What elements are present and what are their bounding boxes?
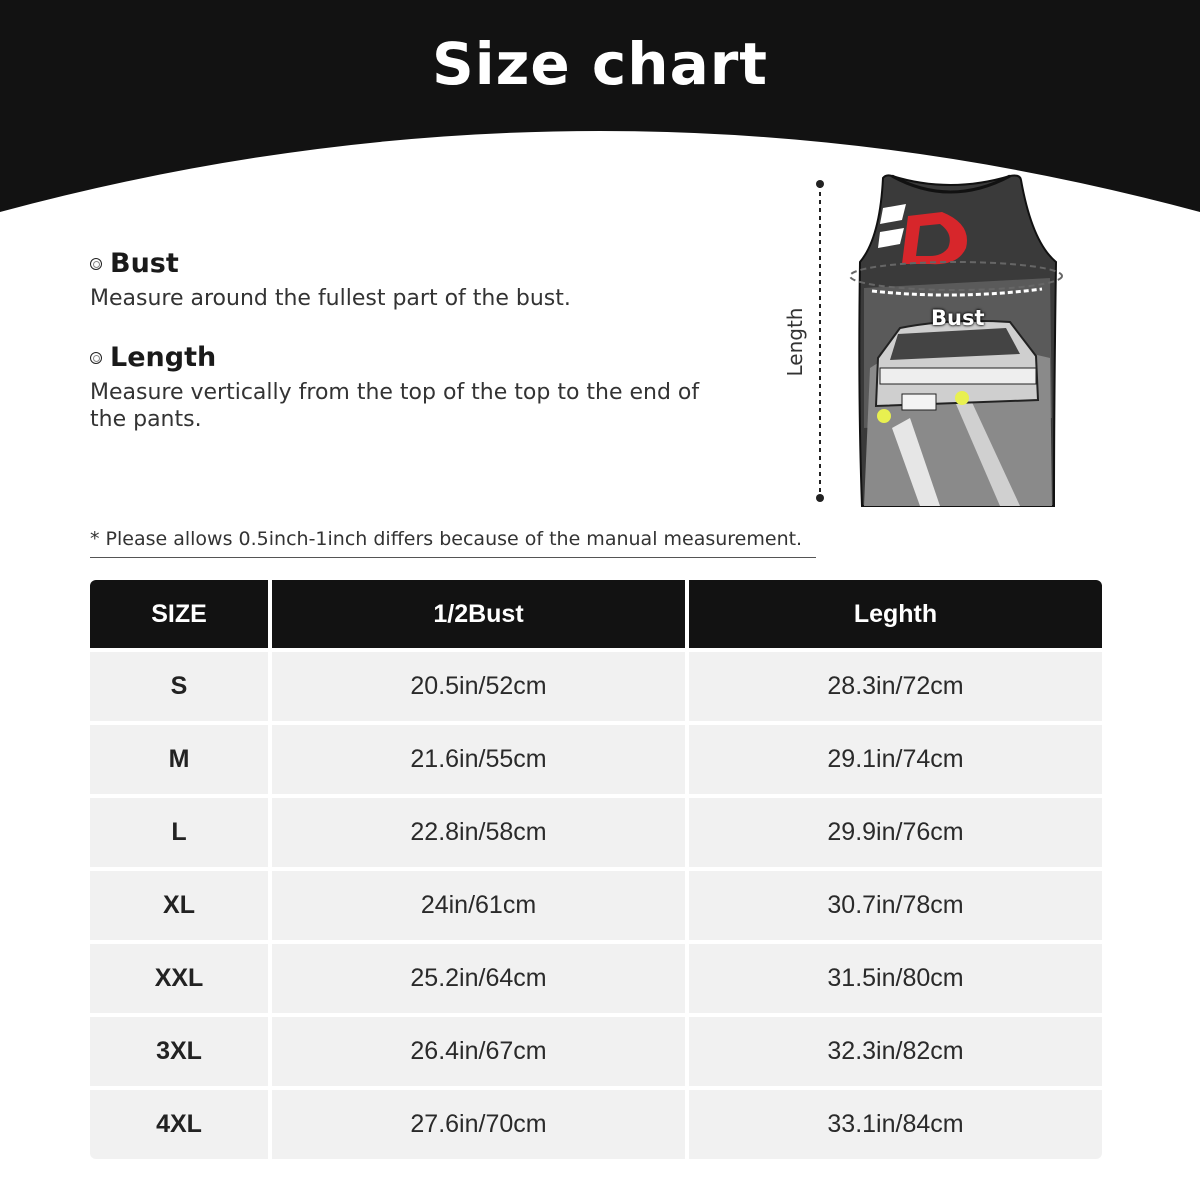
bust-cell: 24in/61cm — [272, 871, 685, 940]
bust-cell: 21.6in/55cm — [272, 725, 685, 794]
table-row — [90, 798, 1102, 867]
size-cell: 3XL — [90, 1017, 268, 1086]
table-row — [90, 944, 1102, 1013]
column-header-size: SIZE — [90, 580, 268, 648]
bust-title: Bust — [110, 248, 179, 279]
bust-cell: 26.4in/67cm — [272, 1017, 685, 1086]
length-instruction — [90, 342, 730, 433]
bust-instruction — [90, 248, 730, 312]
length-cell: 29.1in/74cm — [689, 725, 1102, 794]
bust-cell: 20.5in/52cm — [272, 652, 685, 721]
bust-cell: 22.8in/58cm — [272, 798, 685, 867]
table-row — [90, 871, 1102, 940]
tank-top-diagram — [780, 168, 1080, 518]
length-cell: 30.7in/78cm — [689, 871, 1102, 940]
size-cell: L — [90, 798, 268, 867]
table-row — [90, 1090, 1102, 1159]
bust-description: Measure around the fullest part of the bust. — [90, 286, 571, 311]
size-cell: 4XL — [90, 1090, 268, 1159]
table-row — [90, 652, 1102, 721]
size-table — [86, 576, 1106, 1163]
page-title: Size chart — [431, 30, 769, 98]
bust-cell: 27.6in/70cm — [272, 1090, 685, 1159]
column-header-half-bust: 1/2Bust — [272, 580, 685, 648]
length-cell: 32.3in/82cm — [689, 1017, 1102, 1086]
size-cell: M — [90, 725, 268, 794]
bullet-icon — [90, 258, 102, 270]
size-cell: XL — [90, 871, 268, 940]
table-row — [90, 1017, 1102, 1086]
bullet-icon — [90, 352, 102, 364]
length-cell: 29.9in/76cm — [689, 798, 1102, 867]
bust-cell: 25.2in/64cm — [272, 944, 685, 1013]
table-header-row — [90, 580, 1102, 648]
length-description: Measure vertically from the top of the top to the end of the pants. — [90, 380, 700, 432]
column-header-length: Leghth — [689, 580, 1102, 648]
table-row — [90, 725, 1102, 794]
size-cell: S — [90, 652, 268, 721]
bust-dimension-label: Bust — [931, 306, 985, 330]
size-cell: XXL — [90, 944, 268, 1013]
length-dimension-label: Length — [783, 307, 807, 377]
measurement-note: * Please allows 0.5inch-1inch differs because of the manual measurement. — [90, 528, 816, 558]
length-cell: 33.1in/84cm — [689, 1090, 1102, 1159]
length-cell: 28.3in/72cm — [689, 652, 1102, 721]
length-title: Length — [110, 342, 217, 373]
length-cell: 31.5in/80cm — [689, 944, 1102, 1013]
